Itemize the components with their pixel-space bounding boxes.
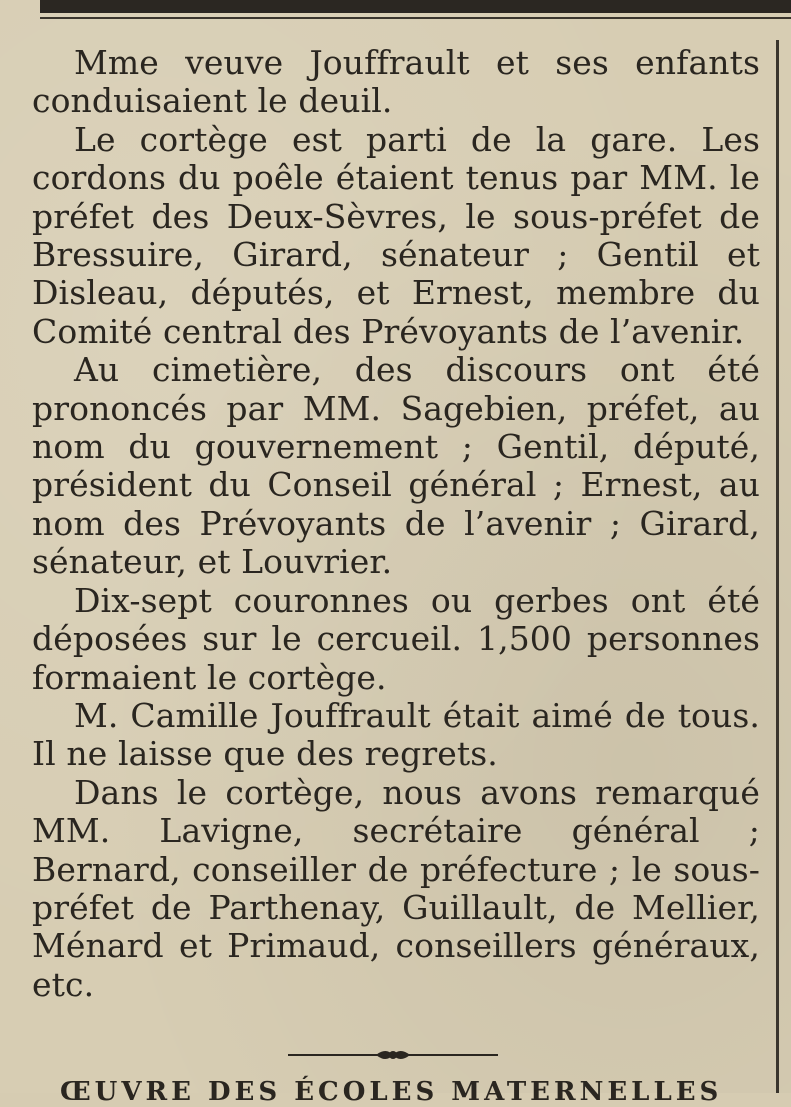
paragraph-procession: Le cortège est parti de la gare. Les cordons du poêle étaient tenus par MM. le préfet des Deux-Sèvres, le sous-préfet de Bressuire, Girard, sénateur ; Gentil et Disleau, députés, et Ernest, membre du Comité central des Prévoyants de l’avenir.: [32, 119, 760, 351]
top-border-rule: [40, 0, 791, 13]
article-text: [32, 44, 760, 1004]
next-article-heading: [60, 1077, 760, 1107]
paragraph-wreaths: Dix-sept couronnes ou gerbes ont été déposées sur le cercueil. 1,500 personnes formaient le cortège.: [32, 580, 760, 697]
next-article-heading-text: ŒUVRE DES ÉCOLES MATERNELLES: [60, 1077, 723, 1107]
column-divider-rule: [776, 40, 779, 1093]
paragraph-speeches: Au cimetière, des discours ont été prononcés par MM. Sagebien, préfet, au nom du gouvernement ; Gentil, député, président du Conseil général ; Ernest, au nom des Prévoyants de l’avenir ; Girard, sénateur, et Louvrier.: [32, 350, 760, 582]
ornamental-divider-icon: [286, 1047, 500, 1063]
top-thin-rule: [40, 17, 791, 19]
paragraph-mourners: Mme veuve Jouffrault et ses enfants conduisaient le deuil.: [32, 43, 760, 121]
paragraph-tribute: M. Camille Jouffrault était aimé de tous. Il ne laisse que des regrets.: [32, 695, 760, 774]
paragraph-attendees: Dans le cortège, nous avons remarqué MM. Lavigne, secrétaire général ; Bernard, conseiller de préfecture ; le sous-préfet de Parthenay, Guillault, de Mellier, Ménard et Primaud, conseillers généraux, etc.: [32, 772, 760, 1004]
